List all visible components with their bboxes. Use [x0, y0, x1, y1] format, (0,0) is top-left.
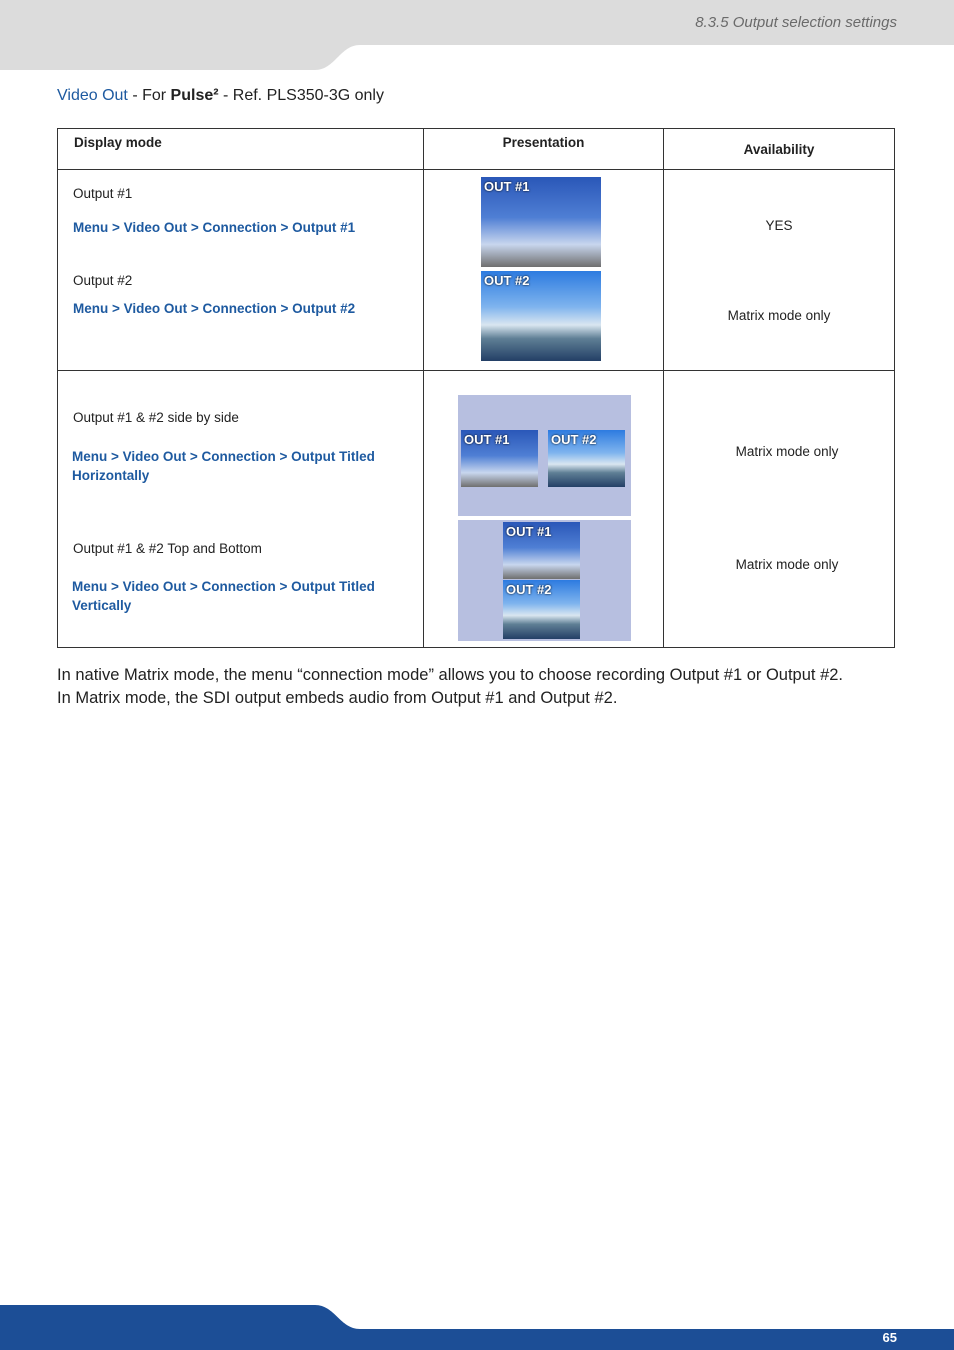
presentation-cell: [424, 170, 664, 371]
availability-top-bottom: Matrix mode only: [735, 557, 839, 572]
availability-cell: [664, 170, 895, 371]
body-line2: In Matrix mode, the SDI output embeds audio from Output #1 and Output #2.: [57, 689, 618, 707]
side-out2-label: OUT #2: [551, 432, 597, 447]
out1-thumbnail-label: OUT #1: [484, 179, 530, 194]
availability-side-by-side: Matrix mode only: [735, 444, 839, 459]
heading-ref: - Ref. PLS350-3G only: [218, 87, 384, 104]
availability-output2: Matrix mode only: [727, 308, 831, 323]
out2-thumbnail-label: OUT #2: [484, 273, 530, 288]
side-out1-label: OUT #1: [464, 432, 510, 447]
footer-band: [0, 1300, 954, 1350]
top-bottom-preview: [458, 520, 631, 641]
top-out2-thumbnail: [503, 580, 580, 639]
top-out1-label: OUT #1: [506, 524, 552, 539]
top-out1-thumbnail: [503, 522, 580, 579]
heading-video-out: Video Out: [57, 87, 128, 104]
output1-label: Output #1: [73, 186, 133, 201]
column-header-display-mode: Display mode: [58, 129, 424, 170]
header-band: [0, 0, 954, 70]
top-out2-label: OUT #2: [506, 582, 552, 597]
body-paragraph: [57, 664, 917, 710]
column-header-availability: Availability: [664, 129, 895, 170]
presentation-cell: [424, 371, 664, 648]
body-line1: In native Matrix mode, the menu “connection mode” allows you to choose recording Output #1 or Output #2.: [57, 666, 844, 684]
out2-thumbnail: [481, 271, 601, 361]
top-bottom-label: Output #1 & #2 Top and Bottom: [73, 541, 262, 556]
side-by-side-menu-path: [72, 447, 375, 485]
top-bottom-menu-path: [72, 577, 375, 615]
heading-product: Pulse²: [170, 87, 219, 104]
availability-output1: YES: [765, 218, 793, 233]
output2-menu-path: Menu > Video Out > Connection > Output #2: [73, 301, 356, 316]
top-menu-line2: Vertically: [72, 598, 132, 613]
column-header-presentation: Presentation: [424, 129, 664, 170]
side-out2-thumbnail: [548, 430, 625, 487]
display-mode-cell: [58, 170, 424, 371]
heading-for: - For: [127, 87, 171, 104]
side-by-side-label: Output #1 & #2 side by side: [73, 410, 239, 425]
display-mode-table: [57, 128, 895, 648]
output2-label: Output #2: [73, 273, 133, 288]
table-header-row: [58, 129, 895, 170]
top-menu-line1: Menu > Video Out > Connection > Output Titled: [72, 579, 375, 594]
display-mode-cell: [58, 371, 424, 648]
table-row: [58, 170, 895, 371]
heading: [57, 87, 384, 105]
side-by-side-preview: [458, 395, 631, 516]
side-out1-thumbnail: [461, 430, 538, 487]
page-number: 65: [882, 1330, 897, 1345]
side-menu-line1: Menu > Video Out > Connection > Output Titled: [72, 449, 375, 464]
out1-thumbnail: [481, 177, 601, 267]
side-menu-line2: Horizontally: [72, 468, 150, 483]
output1-menu-path: Menu > Video Out > Connection > Output #1: [73, 220, 356, 235]
section-title: 8.3.5 Output selection settings: [695, 14, 897, 31]
availability-cell: [664, 371, 895, 648]
table-row: [58, 371, 895, 648]
